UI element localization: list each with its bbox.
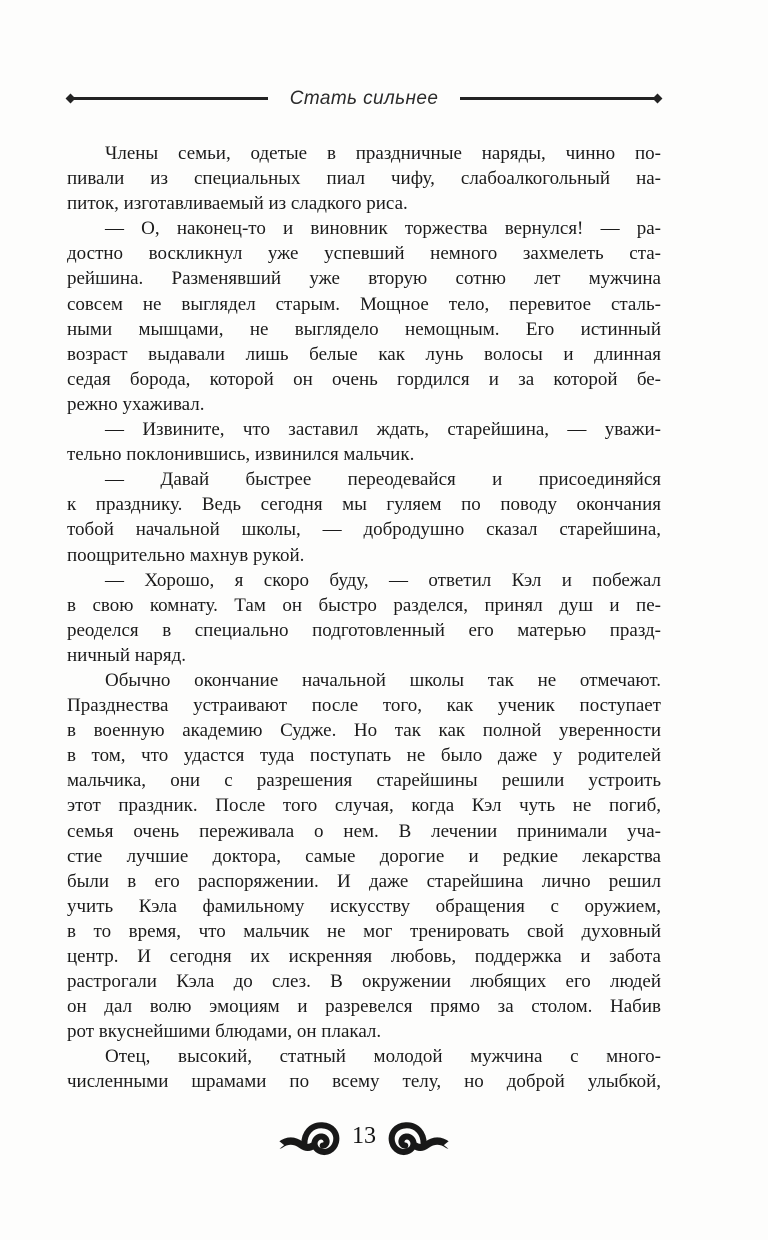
text-line: центр. И сегодня их искренняя любовь, поддержка и забота xyxy=(67,946,661,967)
text-line: этот праздник. После того случая, когда Кэл чуть не погиб, xyxy=(67,795,661,817)
text-line: — Хорошо, я скоро буду, — ответил Кэл и побежал xyxy=(105,569,661,591)
text-line: в военную академию Судже. Но так как полной уверенности xyxy=(67,720,661,742)
text-line: — Давай быстрее переодевайся и присоединяйся xyxy=(105,469,661,491)
paragraph xyxy=(67,668,661,1044)
text-line: он дал волю эмоциям и разревелся прямо за столом. Набив xyxy=(67,996,661,1018)
wave-curl-right-icon xyxy=(387,1118,453,1162)
paragraph xyxy=(67,568,661,668)
text-line: возраст выдавали лишь белые как лунь волосы и длинная xyxy=(67,343,661,365)
text-line: совсем не выглядел старым. Мощное тело, перевитое сталь- xyxy=(67,293,661,315)
text-line: пивали из специальных пиал чифу, слабоалкогольный на- xyxy=(67,168,661,190)
text-line: питок, изготавливаемый из сладкого риса. xyxy=(67,193,408,215)
text-line: рейшина. Разменявший уже вторую сотню лет мужчина xyxy=(67,268,661,290)
paragraph xyxy=(67,1044,661,1094)
text-line: Члены семьи, одетые в праздничные наряды, чинно по- xyxy=(105,143,661,164)
text-line: седая борода, которой он очень гордился и за которой бе- xyxy=(67,368,661,390)
page-number: 13 xyxy=(352,1123,376,1149)
text-line: — О, наконец-то и виновник торжества вернулся! — ра- xyxy=(105,218,661,240)
text-line: в том, что удастся туда поступать не было даже у родителей xyxy=(67,745,661,767)
text-line: семья очень переживала о нем. В лечении принимали уча- xyxy=(67,820,661,842)
text-line: в свою комнату. Там он быстро разделся, принял душ и пе- xyxy=(67,594,661,616)
body-text xyxy=(67,141,661,1095)
diamond-rule-end-left-icon xyxy=(66,94,76,104)
paragraph xyxy=(67,417,661,467)
text-line: тельно поклонившись, извинился мальчик. xyxy=(67,444,415,466)
running-header xyxy=(67,89,661,108)
text-line: были в его распоряжении. И даже старейшина лично решил xyxy=(67,870,661,892)
page-footer xyxy=(67,1114,661,1166)
header-rule-right xyxy=(460,97,656,100)
text-line: — Извините, что заставил ждать, старейшина, — уважи- xyxy=(105,419,661,441)
text-line: рот вкуснейшими блюдами, он плакал. xyxy=(67,1021,382,1043)
header-rule-left xyxy=(72,97,268,100)
text-line: стие лучшие доктора, самые дорогие и редкие лекарства xyxy=(67,845,661,867)
text-line: достно воскликнул уже успевший немного захмелеть ста- xyxy=(67,243,661,265)
text-line: Отец, высокий, статный молодой мужчина с много- xyxy=(105,1046,661,1068)
text-line: мальчика, они с разрешения старейшины решили устроить xyxy=(67,770,661,792)
paragraph xyxy=(67,467,661,567)
text-line: тобой начальной школы, — добродушно сказал старейшина, xyxy=(67,519,661,541)
text-line: Обычно окончание начальной школы так не отмечают. xyxy=(105,669,661,691)
text-line: в то время, что мальчик не мог тренировать свой духовный xyxy=(67,920,661,942)
diamond-rule-end-right-icon xyxy=(653,94,663,104)
text-line: Празднества устраивают после того, как ученик поступает xyxy=(67,695,661,717)
running-header-title: Стать сильнее xyxy=(289,88,439,109)
text-line: к празднику. Ведь сегодня мы гуляем по поводу окончания xyxy=(67,494,661,516)
paragraph xyxy=(67,216,661,417)
text-line: учить Кэла фамильному искусству обращения с оружием, xyxy=(67,895,661,917)
text-line: ничный наряд. xyxy=(67,644,187,666)
text-line: режно ухаживал. xyxy=(67,393,205,415)
paragraph xyxy=(67,141,661,216)
text-line: численными шрамами по всему телу, но доброй улыбкой, xyxy=(67,1071,661,1093)
text-line: растрогали Кэла до слез. В окружении любящих его людей xyxy=(67,971,661,993)
text-line: поощрительно махнув рукой. xyxy=(67,544,305,566)
wave-curl-left-icon xyxy=(275,1118,341,1162)
text-line: реоделся в специально подготовленный его матерью празд- xyxy=(67,619,661,641)
text-line: ными мышцами, не выглядело немощным. Его истинный xyxy=(67,318,661,340)
